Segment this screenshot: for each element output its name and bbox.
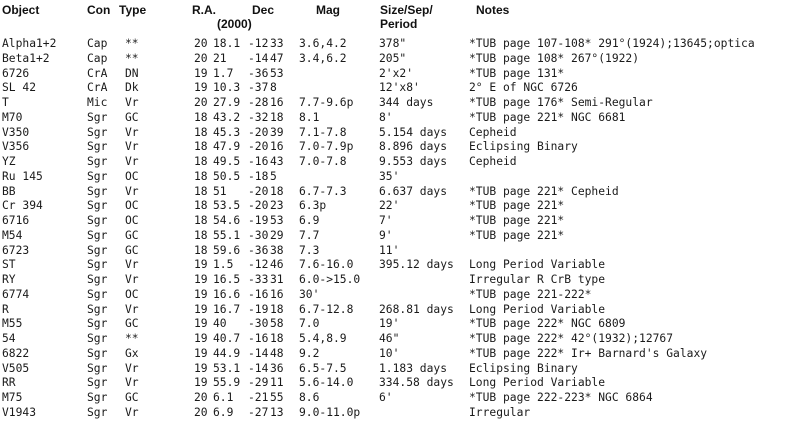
dec-minutes-cell: 43 (270, 155, 284, 168)
object-type-cell: Vr (125, 140, 139, 154)
constellation-cell: Sgr (87, 140, 108, 154)
ra-minutes-cell: 6.1 (213, 391, 234, 404)
ra-minutes-cell: 27.9 (213, 96, 241, 109)
ra-hours-cell: 18 (194, 110, 208, 124)
table-row (0, 405, 800, 420)
object-name-cell: V505 (2, 361, 30, 375)
size-sep-period-cell: 9' (379, 228, 393, 242)
header-epoch: (2000) (217, 17, 252, 31)
dec-degrees-cell: -37 (248, 81, 269, 95)
table-row (0, 346, 800, 361)
ra-hours-cell: 19 (194, 376, 208, 390)
ra-minutes-cell: 16.7 (213, 302, 241, 316)
ra-minutes-cell: 55.1 (213, 228, 241, 242)
object-type-cell: Vr (125, 273, 139, 286)
table-row (0, 257, 800, 272)
object-type-cell: OC (125, 199, 139, 213)
notes-cell: Irregular R CrB type (469, 273, 606, 286)
magnitude-cell: 6.5-7.5 (299, 361, 347, 375)
dec-degrees-cell: -12 (248, 37, 269, 50)
object-name-cell: YZ (2, 155, 16, 168)
magnitude-cell: 9.2 (299, 346, 320, 360)
constellation-cell: Sgr (87, 199, 108, 213)
dec-minutes-cell: 53 (270, 214, 284, 227)
table-row (0, 198, 800, 213)
magnitude-cell: 3.4,6.2 (299, 51, 347, 65)
magnitude-cell: 6.3p (299, 199, 327, 213)
dec-degrees-cell: -16 (248, 287, 269, 301)
magnitude-cell: 30' (299, 287, 320, 301)
dec-minutes-cell: 33 (270, 37, 284, 50)
dec-minutes-cell: 53 (270, 66, 284, 80)
dec-degrees-cell: -36 (248, 66, 269, 80)
constellation-cell: Cap (87, 37, 108, 50)
notes-cell: *TUB page 222* Ir+ Barnard's Galaxy (469, 346, 708, 360)
constellation-cell: Sgr (87, 361, 108, 375)
constellation-cell: Sgr (87, 155, 108, 168)
ra-minutes-cell: 1.5 (213, 258, 234, 272)
header-dec: Dec (252, 3, 275, 17)
object-type-cell: DN (125, 66, 139, 80)
dec-degrees-cell: -18 (248, 169, 269, 183)
header-mag: Mag (316, 3, 340, 17)
constellation-cell: Sgr (87, 169, 108, 183)
ra-hours-cell: 18 (194, 243, 208, 257)
magnitude-cell: 6.0->15.0 (299, 273, 361, 286)
size-sep-period-cell: 334.58 days (379, 376, 454, 390)
dec-minutes-cell: 31 (270, 273, 284, 286)
constellation-cell: Sgr (87, 228, 108, 242)
header-type: Type (119, 3, 147, 17)
size-sep-period-cell: 12'x8' (379, 81, 420, 95)
object-type-cell: ** (125, 37, 139, 50)
ra-minutes-cell: 16.6 (213, 287, 241, 301)
ra-minutes-cell: 49.5 (213, 155, 241, 168)
notes-cell: Long Period Variable (469, 376, 606, 390)
dec-degrees-cell: -28 (248, 96, 269, 109)
size-sep-period-cell: 268.81 days (379, 302, 454, 316)
size-sep-period-cell: 8.896 days (379, 140, 448, 154)
object-type-cell: Vr (125, 405, 139, 419)
object-name-cell: T (2, 96, 9, 109)
size-sep-period-cell: 205" (379, 51, 407, 65)
notes-cell: *TUB page 221* (469, 214, 565, 227)
magnitude-cell: 6.7-7.3 (299, 184, 347, 198)
constellation-cell: Sgr (87, 110, 108, 124)
constellation-cell: Sgr (87, 125, 108, 139)
object-name-cell: Ru 145 (2, 169, 43, 183)
object-name-cell: V356 (2, 140, 30, 154)
ra-minutes-cell: 16.5 (213, 273, 241, 286)
table-row (0, 316, 800, 331)
table-row (0, 361, 800, 376)
table-row (0, 95, 800, 110)
object-name-cell: RY (2, 273, 16, 286)
constellation-cell: Sgr (87, 376, 108, 390)
magnitude-cell: 7.0 (299, 317, 320, 331)
size-sep-period-cell: 378" (379, 37, 407, 50)
dec-minutes-cell: 29 (270, 228, 284, 242)
size-sep-period-cell: 344 days (379, 96, 434, 109)
object-type-cell: GC (125, 243, 139, 257)
magnitude-cell: 7.3 (299, 243, 320, 257)
notes-cell: Long Period Variable (469, 258, 606, 272)
dec-degrees-cell: -12 (248, 258, 269, 272)
dec-minutes-cell: 48 (270, 346, 284, 360)
table-row (0, 302, 800, 317)
table-row (0, 243, 800, 258)
table-row (0, 390, 800, 405)
constellation-cell: Sgr (87, 317, 108, 331)
notes-cell: *TUB page 108* 267°(1922) (469, 51, 640, 65)
ra-hours-cell: 18 (194, 214, 208, 227)
table-row (0, 66, 800, 81)
table-row (0, 51, 800, 66)
object-type-cell: Dk (125, 81, 139, 95)
constellation-cell: Cap (87, 51, 108, 65)
ra-hours-cell: 19 (194, 287, 208, 301)
ra-hours-cell: 19 (194, 361, 208, 375)
header-object: Object (2, 3, 40, 17)
dec-degrees-cell: -30 (248, 317, 269, 331)
object-type-cell: Vr (125, 258, 139, 272)
dec-minutes-cell: 18 (270, 332, 284, 345)
notes-cell: Cepheid (469, 155, 517, 168)
object-name-cell: 6726 (2, 66, 30, 80)
ra-hours-cell: 19 (194, 346, 208, 360)
size-sep-period-cell: 22' (379, 199, 400, 213)
ra-minutes-cell: 53.5 (213, 199, 241, 213)
table-row (0, 110, 800, 125)
ra-minutes-cell: 44.9 (213, 346, 241, 360)
notes-cell: *TUB page 131* (469, 66, 565, 80)
ra-minutes-cell: 40.7 (213, 332, 241, 345)
notes-cell: Eclipsing Binary (469, 140, 578, 154)
notes-cell: *TUB page 107-108* 291°(1924);13645;optica (469, 37, 755, 50)
ra-hours-cell: 19 (194, 81, 208, 95)
ra-hours-cell: 18 (194, 125, 208, 139)
magnitude-cell: 8.6 (299, 391, 320, 404)
dec-minutes-cell: 16 (270, 140, 284, 154)
size-sep-period-cell: 6' (379, 391, 393, 404)
object-type-cell: Vr (125, 376, 139, 390)
magnitude-cell: 6.7-12.8 (299, 302, 354, 316)
object-name-cell: V1943 (2, 405, 37, 419)
object-name-cell: BB (2, 184, 16, 198)
notes-cell: *TUB page 221-222* (469, 287, 592, 301)
dec-minutes-cell: 47 (270, 51, 284, 65)
size-sep-period-cell: 7' (379, 214, 393, 227)
dec-degrees-cell: -29 (248, 376, 269, 390)
object-type-cell: Vr (125, 184, 139, 198)
object-name-cell: M54 (2, 228, 23, 242)
ra-hours-cell: 19 (194, 317, 208, 331)
size-sep-period-cell: 2'x2' (379, 66, 414, 80)
dec-degrees-cell: -16 (248, 155, 269, 168)
dec-degrees-cell: -36 (248, 243, 269, 257)
size-sep-period-cell: 35' (379, 169, 400, 183)
header-ra: R.A. (192, 3, 216, 17)
magnitude-cell: 6.9 (299, 214, 320, 227)
object-name-cell: Cr 394 (2, 199, 43, 213)
ra-minutes-cell: 47.9 (213, 140, 241, 154)
object-type-cell: Vr (125, 96, 139, 109)
table-row (0, 80, 800, 95)
dec-degrees-cell: -20 (248, 199, 269, 213)
object-type-cell: Gx (125, 346, 139, 360)
magnitude-cell: 7.7 (299, 228, 320, 242)
object-type-cell: GC (125, 110, 139, 124)
constellation-cell: Sgr (87, 273, 108, 286)
ra-minutes-cell: 53.1 (213, 361, 241, 375)
ra-hours-cell: 20 (194, 96, 208, 109)
ra-minutes-cell: 1.7 (213, 66, 234, 80)
object-name-cell: M70 (2, 110, 23, 124)
dec-minutes-cell: 23 (270, 199, 284, 213)
object-type-cell: Vr (125, 302, 139, 316)
header-con: Con (87, 3, 111, 17)
size-sep-period-cell: 1.183 days (379, 361, 448, 375)
constellation-cell: Sgr (87, 332, 108, 345)
object-type-cell: GC (125, 391, 139, 404)
object-type-cell: ** (125, 332, 139, 345)
size-sep-period-cell: 8' (379, 110, 393, 124)
notes-cell: *TUB page 221* (469, 199, 565, 213)
size-sep-period-cell: 46" (379, 332, 400, 345)
constellation-cell: Sgr (87, 287, 108, 301)
dec-minutes-cell: 55 (270, 391, 284, 404)
ra-hours-cell: 18 (194, 169, 208, 183)
size-sep-period-cell: 5.154 days (379, 125, 448, 139)
dec-degrees-cell: -16 (248, 332, 269, 345)
table-row (0, 169, 800, 184)
ra-hours-cell: 19 (194, 258, 208, 272)
object-type-cell: Vr (125, 361, 139, 375)
object-type-cell: GC (125, 317, 139, 331)
ra-minutes-cell: 18.1 (213, 37, 241, 50)
notes-cell: *TUB page 222* 42°(1932);12767 (469, 332, 674, 345)
size-sep-period-cell: 6.637 days (379, 184, 448, 198)
object-name-cell: M75 (2, 391, 23, 404)
object-name-cell: M55 (2, 317, 23, 331)
dec-degrees-cell: -20 (248, 184, 269, 198)
ra-hours-cell: 19 (194, 332, 208, 345)
table-row (0, 287, 800, 302)
notes-cell: Eclipsing Binary (469, 361, 578, 375)
object-name-cell: SL 42 (2, 81, 37, 95)
object-type-cell: Vr (125, 155, 139, 168)
object-name-cell: 6822 (2, 346, 30, 360)
dec-minutes-cell: 5 (270, 169, 277, 183)
ra-minutes-cell: 54.6 (213, 214, 241, 227)
table-row (0, 375, 800, 390)
dec-degrees-cell: -33 (248, 273, 269, 286)
table-row (0, 213, 800, 228)
constellation-cell: Sgr (87, 243, 108, 257)
ra-hours-cell: 18 (194, 140, 208, 154)
object-name-cell: V350 (2, 125, 30, 139)
magnitude-cell: 3.6,4.2 (299, 37, 347, 50)
object-type-cell: OC (125, 169, 139, 183)
constellation-cell: Sgr (87, 302, 108, 316)
ra-hours-cell: 19 (194, 273, 208, 286)
object-name-cell: 6716 (2, 214, 30, 227)
magnitude-cell: 7.0-7.9p (299, 140, 354, 154)
object-type-cell: Vr (125, 125, 139, 139)
dec-minutes-cell: 46 (270, 258, 284, 272)
dec-minutes-cell: 58 (270, 317, 284, 331)
notes-cell: *TUB page 222* NGC 6809 (469, 317, 626, 331)
magnitude-cell: 5.4,8.9 (299, 332, 347, 345)
ra-minutes-cell: 55.9 (213, 376, 241, 390)
notes-cell: Long Period Variable (469, 302, 606, 316)
dec-minutes-cell: 18 (270, 184, 284, 198)
dec-minutes-cell: 8 (270, 81, 277, 95)
object-name-cell: Beta1+2 (2, 51, 50, 65)
ra-minutes-cell: 6.9 (213, 405, 234, 419)
ra-minutes-cell: 10.3 (213, 81, 241, 95)
dec-degrees-cell: -14 (248, 51, 269, 65)
object-type-cell: ** (125, 51, 139, 65)
notes-cell: *TUB page 221* NGC 6681 (469, 110, 626, 124)
dec-degrees-cell: -19 (248, 214, 269, 227)
object-type-cell: OC (125, 214, 139, 227)
notes-cell: *TUB page 221* (469, 228, 565, 242)
ra-hours-cell: 18 (194, 184, 208, 198)
table-row (0, 139, 800, 154)
dec-degrees-cell: -32 (248, 110, 269, 124)
constellation-cell: Sgr (87, 405, 108, 419)
table-row (0, 154, 800, 169)
dec-minutes-cell: 18 (270, 110, 284, 124)
constellation-cell: Sgr (87, 346, 108, 360)
dec-degrees-cell: -21 (248, 391, 269, 404)
ra-hours-cell: 20 (194, 51, 208, 65)
ra-minutes-cell: 21 (213, 51, 227, 65)
header-notes: Notes (476, 3, 510, 17)
notes-cell: *TUB page 222-223* NGC 6864 (469, 391, 653, 404)
dec-minutes-cell: 16 (270, 287, 284, 301)
table-row (0, 331, 800, 346)
magnitude-cell: 7.0-7.8 (299, 155, 347, 168)
ra-hours-cell: 19 (194, 66, 208, 80)
notes-cell: 2° E of NGC 6726 (469, 81, 578, 95)
notes-cell: *TUB page 221* Cepheid (469, 184, 619, 198)
object-name-cell: 54 (2, 332, 16, 345)
constellation-cell: CrA (87, 66, 108, 80)
ra-hours-cell: 20 (194, 37, 208, 50)
object-name-cell: ST (2, 258, 16, 272)
ra-hours-cell: 20 (194, 391, 208, 404)
ra-minutes-cell: 59.6 (213, 243, 241, 257)
object-type-cell: GC (125, 228, 139, 242)
ra-minutes-cell: 40 (213, 317, 227, 331)
dec-minutes-cell: 36 (270, 361, 284, 375)
constellation-cell: Sgr (87, 184, 108, 198)
table-row (0, 228, 800, 243)
dec-minutes-cell: 38 (270, 243, 284, 257)
dec-degrees-cell: -14 (248, 346, 269, 360)
table-row (0, 125, 800, 140)
constellation-cell: Sgr (87, 391, 108, 404)
size-sep-period-cell: 9.553 days (379, 155, 448, 168)
object-name-cell: 6774 (2, 287, 30, 301)
object-name-cell: Alpha1+2 (2, 37, 57, 50)
size-sep-period-cell: 19' (379, 317, 400, 331)
header-period: Period (380, 17, 418, 31)
size-sep-period-cell: 11' (379, 243, 400, 257)
ra-minutes-cell: 50.5 (213, 169, 241, 183)
ra-minutes-cell: 45.3 (213, 125, 241, 139)
size-sep-period-cell: 395.12 days (379, 258, 454, 272)
dec-degrees-cell: -14 (248, 361, 269, 375)
object-name-cell: R (2, 302, 9, 316)
table-row (0, 36, 800, 51)
table-row (0, 272, 800, 287)
dec-degrees-cell: -20 (248, 125, 269, 139)
notes-cell: *TUB page 176* Semi-Regular (469, 96, 653, 109)
magnitude-cell: 9.0-11.0p (299, 405, 361, 419)
ra-hours-cell: 18 (194, 155, 208, 168)
dec-degrees-cell: -19 (248, 302, 269, 316)
dec-minutes-cell: 16 (270, 96, 284, 109)
constellation-cell: CrA (87, 81, 108, 95)
ra-hours-cell: 18 (194, 228, 208, 242)
magnitude-cell: 8.1 (299, 110, 320, 124)
dec-degrees-cell: -20 (248, 140, 269, 154)
table-row (0, 184, 800, 199)
dec-minutes-cell: 18 (270, 302, 284, 316)
ra-hours-cell: 19 (194, 302, 208, 316)
dec-minutes-cell: 39 (270, 125, 284, 139)
notes-cell: Cepheid (469, 125, 517, 139)
header-size-sep: Size/Sep/ (380, 3, 433, 17)
magnitude-cell: 7.6-16.0 (299, 258, 354, 272)
dec-degrees-cell: -30 (248, 228, 269, 242)
ra-minutes-cell: 43.2 (213, 110, 241, 124)
magnitude-cell: 7.7-9.6p (299, 96, 354, 109)
dec-degrees-cell: -27 (248, 405, 269, 419)
object-name-cell: 6723 (2, 243, 30, 257)
object-type-cell: OC (125, 287, 139, 301)
ra-hours-cell: 20 (194, 405, 208, 419)
constellation-cell: Mic (87, 96, 108, 109)
magnitude-cell: 5.6-14.0 (299, 376, 354, 390)
constellation-cell: Sgr (87, 214, 108, 227)
size-sep-period-cell: 10' (379, 346, 400, 360)
constellation-cell: Sgr (87, 258, 108, 272)
ra-minutes-cell: 51 (213, 184, 227, 198)
object-name-cell: RR (2, 376, 16, 390)
ra-hours-cell: 18 (194, 199, 208, 213)
notes-cell: Irregular (469, 405, 531, 419)
magnitude-cell: 7.1-7.8 (299, 125, 347, 139)
dec-minutes-cell: 13 (270, 405, 284, 419)
dec-minutes-cell: 11 (270, 376, 284, 390)
